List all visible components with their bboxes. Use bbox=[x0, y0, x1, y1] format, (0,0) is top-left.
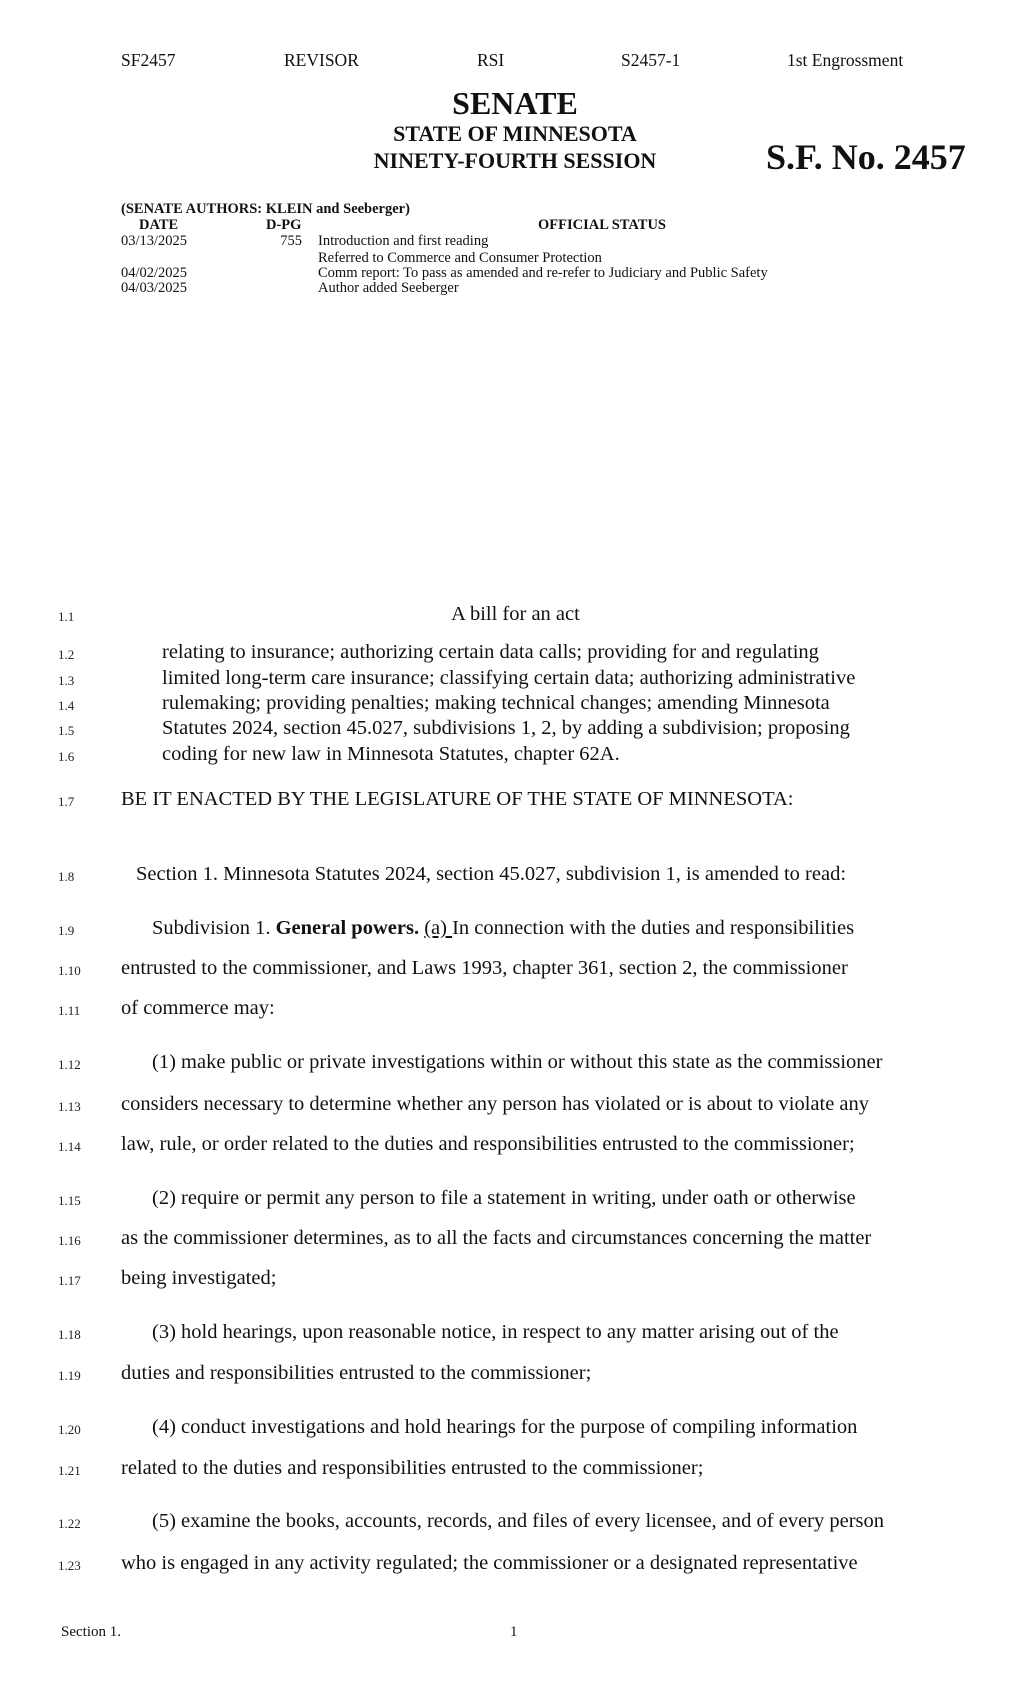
line-text: of commerce may: bbox=[121, 997, 275, 1019]
line-text bbox=[152, 916, 854, 940]
section-heading: Section 1. Minnesota Statutes 2024, section 45.027, subdivision 1, is amended to read: bbox=[136, 863, 847, 885]
subdivision-lead: Subdivision 1. bbox=[152, 917, 276, 939]
line-text: (4) conduct investigations and hold hearings for the purpose of compiling information bbox=[152, 1416, 858, 1438]
line-number: 1.12 bbox=[58, 1057, 81, 1072]
line-text: law, rule, or order related to the duties and responsibilities entrusted to the commissioner; bbox=[121, 1133, 855, 1155]
line-text: coding for new law in Minnesota Statutes, chapter 62A. bbox=[162, 743, 620, 765]
line-number: 1.7 bbox=[58, 794, 75, 809]
authors: (SENATE AUTHORS: KLEIN and Seeberger) bbox=[121, 201, 410, 217]
header-doc: S2457-1 bbox=[621, 50, 681, 70]
line-text: entrusted to the commissioner, and Laws 1993, chapter 361, section 2, the commissioner bbox=[121, 957, 848, 979]
line-number: 1.20 bbox=[58, 1422, 81, 1437]
status-date: 04/02/2025 bbox=[121, 265, 188, 281]
line-text: related to the duties and responsibilities entrusted to the commissioner; bbox=[121, 1457, 704, 1479]
bill-line bbox=[0, 1226, 1024, 1250]
bill-number: S.F. No. 2457 bbox=[766, 137, 966, 177]
status-date: 04/03/2025 bbox=[121, 280, 188, 296]
line-number: 1.14 bbox=[58, 1139, 81, 1154]
line-text: as the commissioner determines, as to all the facts and circumstances concerning the matter bbox=[121, 1227, 872, 1249]
status-text: Comm report: To pass as amended and re-refer to Judiciary and Public Safety bbox=[318, 265, 768, 281]
line-number: 1.18 bbox=[58, 1327, 81, 1342]
line-text: (1) make public or private investigations within or without this state as the commissioner bbox=[152, 1051, 883, 1073]
line-number: 1.8 bbox=[58, 869, 75, 884]
line-number: 1.21 bbox=[58, 1463, 81, 1478]
line-text: Statutes 2024, section 45.027, subdivisions 1, 2, by adding a subdivision; proposing bbox=[162, 717, 850, 739]
line-number: 1.10 bbox=[58, 963, 81, 978]
line-number: 1.23 bbox=[58, 1558, 81, 1573]
line-number: 1.22 bbox=[58, 1516, 81, 1531]
header-version: 1st Engrossment bbox=[787, 50, 904, 70]
bill-line bbox=[0, 1415, 1024, 1439]
subdivision-heading: General powers. bbox=[275, 917, 420, 939]
chamber-title: SENATE bbox=[452, 85, 578, 121]
line-number: 1.5 bbox=[58, 723, 75, 738]
bill-line bbox=[0, 1456, 1024, 1480]
line-text: duties and responsibilities entrusted to the commissioner; bbox=[121, 1362, 592, 1384]
line-number: 1.6 bbox=[58, 749, 75, 764]
footer-section: Section 1. bbox=[61, 1624, 121, 1640]
header-file: SF2457 bbox=[121, 50, 176, 70]
session-title: NINETY-FOURTH SESSION bbox=[373, 148, 657, 173]
header-initials: RSI bbox=[477, 50, 505, 70]
line-number: 1.3 bbox=[58, 673, 75, 688]
subdivision-text: In connection with the duties and responsibilities bbox=[452, 917, 855, 939]
line-number: 1.17 bbox=[58, 1273, 81, 1288]
line-text: who is engaged in any activity regulated; the commissioner or a designated representative bbox=[121, 1552, 858, 1574]
status-header-date: DATE bbox=[139, 217, 179, 233]
bill-line bbox=[0, 916, 1024, 940]
page-number: 1 bbox=[510, 1624, 518, 1640]
bill-line bbox=[0, 640, 1024, 664]
status-header-page: D-PG bbox=[266, 217, 302, 233]
bill-line bbox=[0, 1050, 1024, 1074]
bill-line bbox=[0, 862, 1024, 886]
bill-line bbox=[0, 996, 1024, 1020]
line-text: (5) examine the books, accounts, records, and files of every licensee, and of every person bbox=[152, 1510, 885, 1532]
line-number: 1.16 bbox=[58, 1233, 81, 1248]
line-number: 1.19 bbox=[58, 1368, 81, 1383]
line-number: 1.1 bbox=[58, 609, 75, 624]
line-number: 1.13 bbox=[58, 1099, 81, 1114]
status-text: Referred to Commerce and Consumer Protection bbox=[318, 250, 602, 266]
bill-line bbox=[0, 787, 1024, 811]
line-number: 1.4 bbox=[58, 698, 75, 713]
bill-line bbox=[0, 1509, 1024, 1533]
inserted-text: (a) bbox=[424, 917, 453, 939]
header-revisor: REVISOR bbox=[284, 50, 359, 70]
status-text: Author added Seeberger bbox=[318, 280, 459, 296]
bill-line bbox=[0, 716, 1024, 740]
line-text: rulemaking; providing penalties; making technical changes; amending Minnesota bbox=[162, 692, 830, 714]
enacting-clause: BE IT ENACTED BY THE LEGISLATURE OF THE STATE OF MINNESOTA: bbox=[121, 788, 794, 810]
line-text: being investigated; bbox=[121, 1267, 277, 1289]
status-header-status: OFFICIAL STATUS bbox=[538, 217, 666, 233]
line-text: limited long-term care insurance; classifying certain data; authorizing administrative bbox=[162, 667, 856, 689]
bill-heading: A bill for an act bbox=[451, 603, 580, 625]
status-page: 755 bbox=[280, 233, 302, 249]
bill-line bbox=[0, 1266, 1024, 1290]
bill-line bbox=[0, 691, 1024, 715]
bill-line bbox=[0, 1132, 1024, 1156]
line-text: (2) require or permit any person to file a statement in writing, under oath or otherwise bbox=[152, 1187, 856, 1209]
bill-line bbox=[0, 1320, 1024, 1344]
line-number: 1.2 bbox=[58, 647, 75, 662]
line-text: relating to insurance; authorizing certain data calls; providing for and regulating bbox=[162, 641, 819, 663]
line-text: (3) hold hearings, upon reasonable notice, in respect to any matter arising out of the bbox=[152, 1321, 839, 1343]
bill-line bbox=[0, 742, 1024, 766]
state-title: STATE OF MINNESOTA bbox=[393, 121, 637, 146]
bill-line bbox=[0, 1092, 1024, 1116]
status-text: Introduction and first reading bbox=[318, 233, 489, 249]
line-text: considers necessary to determine whether any person has violated or is about to violate any bbox=[121, 1093, 870, 1115]
bill-line bbox=[0, 602, 1024, 626]
bill-line bbox=[0, 1361, 1024, 1385]
line-number: 1.9 bbox=[58, 923, 75, 938]
line-number: 1.15 bbox=[58, 1193, 81, 1208]
status-date: 03/13/2025 bbox=[121, 233, 188, 249]
bill-line bbox=[0, 666, 1024, 690]
bill-line bbox=[0, 1186, 1024, 1210]
bill-line bbox=[0, 1551, 1024, 1575]
line-number: 1.11 bbox=[58, 1003, 81, 1018]
bill-line bbox=[0, 956, 1024, 980]
